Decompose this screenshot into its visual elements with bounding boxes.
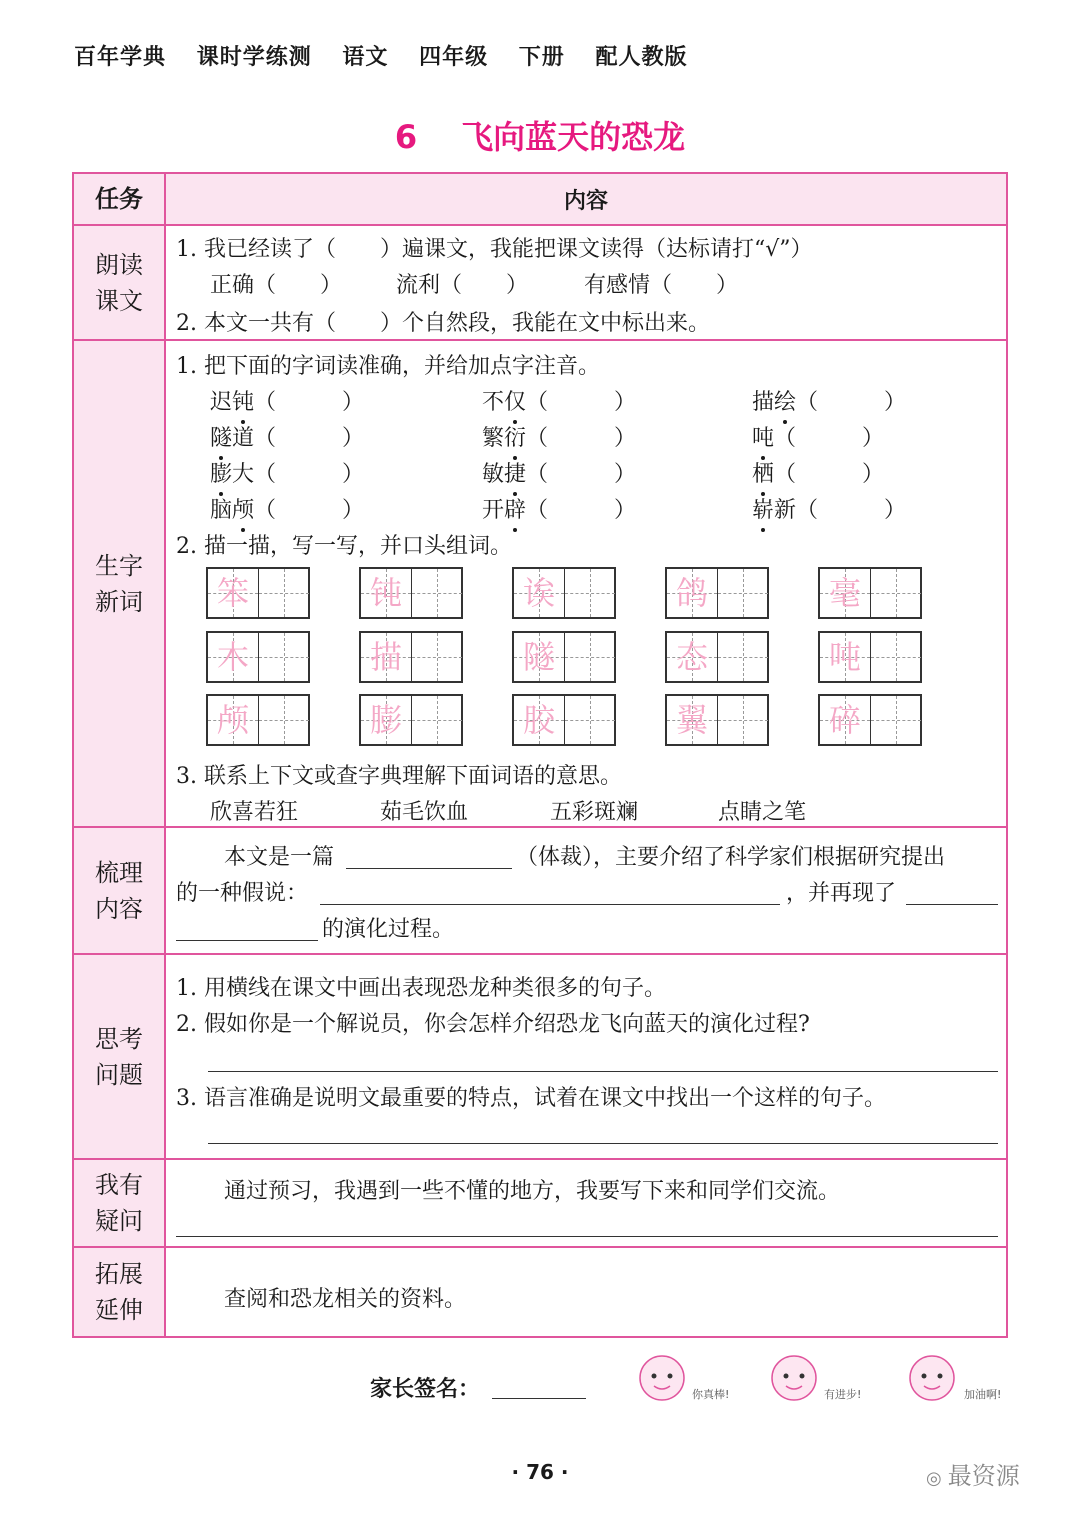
header-subject: 语文 <box>342 45 389 70</box>
trace-character: 膨 <box>369 701 402 739</box>
vocab-word <box>210 421 364 452</box>
word-part: 新 <box>774 498 797 523</box>
preview-table <box>72 172 1008 1338</box>
trace-character: 鸽 <box>675 574 708 612</box>
trace-character: 木 <box>216 638 249 676</box>
row-sorting <box>74 828 1006 955</box>
content-sorting <box>166 828 1006 953</box>
writing-box[interactable] <box>512 694 616 746</box>
thinking-q3: 3. 语言准确是说明文最重要的特点，试着在课文中找出一个这样的句子。 <box>176 1086 886 1111</box>
write-cell[interactable] <box>871 696 921 744</box>
guide-line <box>259 593 309 594</box>
row-questions <box>74 1160 1006 1248</box>
vocab-q2: 2. 描一描，写一写，并口头组词。 <box>176 534 512 559</box>
pinyin-blank[interactable]: （ ） <box>526 426 637 451</box>
pinyin-blank[interactable]: （ ） <box>254 498 365 523</box>
writing-box[interactable] <box>665 694 769 746</box>
content-extension <box>166 1248 1006 1336</box>
label-line: 生字 <box>95 551 143 580</box>
dotted-character: 栖 <box>752 457 774 488</box>
sticker-great: 你真棒! <box>692 1388 730 1401</box>
label-line: 我有 <box>95 1171 143 1199</box>
content-thinking <box>166 955 1006 1158</box>
trace-character: 翼 <box>675 701 708 739</box>
guide-line <box>412 720 462 721</box>
write-cell[interactable] <box>259 569 309 617</box>
pinyin-blank[interactable]: （ ） <box>254 390 365 415</box>
trace-cell[interactable] <box>667 696 718 744</box>
label-line: 朗读 <box>95 250 143 279</box>
word-part: 繁 <box>482 426 505 451</box>
trace-character: 态 <box>675 638 708 676</box>
write-cell[interactable] <box>412 569 462 617</box>
write-cell[interactable] <box>259 696 309 744</box>
extension-text: 查阅和恐龙相关的资料。 <box>224 1287 467 1312</box>
trace-cell[interactable] <box>514 696 565 744</box>
trace-cell[interactable] <box>820 569 871 617</box>
trace-cell[interactable] <box>208 633 259 681</box>
guide-line <box>259 657 309 658</box>
idiom: 五彩斑斓 <box>550 800 639 825</box>
vocab-word <box>210 457 364 488</box>
signature-label: 家长签名： <box>370 1377 481 1402</box>
trace-character: 毫 <box>828 574 861 612</box>
label-questions <box>74 1160 166 1246</box>
dotted-character: 颅 <box>232 493 254 524</box>
trace-character: 胶 <box>522 701 555 739</box>
vocab-q3: 3. 联系上下文或查字典理解下面词语的意思。 <box>176 764 622 789</box>
sticker-cheer: 加油啊! <box>964 1388 1002 1401</box>
trace-character: 诶 <box>522 574 555 612</box>
watermark <box>926 1456 1020 1491</box>
page-number: · 76 · <box>511 1460 569 1484</box>
trace-cell[interactable] <box>514 569 565 617</box>
writing-box[interactable] <box>665 567 769 619</box>
guide-line <box>412 593 462 594</box>
writing-box[interactable] <box>206 694 310 746</box>
blank-genre[interactable] <box>346 868 512 869</box>
word-part: 不 <box>482 390 505 415</box>
dotted-character: 辟 <box>504 493 526 524</box>
trace-cell[interactable] <box>208 569 259 617</box>
sorting-text: 本文是一篇 <box>224 845 335 870</box>
guide-line <box>718 720 768 721</box>
word-part: 迟 <box>210 390 233 415</box>
write-cell[interactable] <box>565 569 615 617</box>
trace-character: 隧 <box>522 638 555 676</box>
guide-line <box>565 593 615 594</box>
dotted-character: 膨 <box>210 457 232 488</box>
content-vocab <box>166 341 1006 826</box>
write-cell[interactable] <box>565 633 615 681</box>
thinking-q2: 2. 假如你是一个解说员，你会怎样介绍恐龙飞向蓝天的演化过程? <box>176 1012 810 1037</box>
guide-line <box>718 593 768 594</box>
label-line: 延伸 <box>95 1296 143 1324</box>
sorting-text: ，并再现了 <box>786 881 897 906</box>
col-content-label: 内容 <box>563 188 608 214</box>
header-grade: 四年级 <box>419 45 489 70</box>
guide-line <box>565 657 615 658</box>
write-cell[interactable] <box>718 696 768 744</box>
cat-sticker-icon[interactable] <box>910 1356 954 1400</box>
dotted-character: 衍 <box>504 421 526 452</box>
dotted-character: 钝 <box>232 385 254 416</box>
guide-line <box>565 720 615 721</box>
dotted-character: 崭 <box>752 493 774 524</box>
vocab-word <box>210 385 364 416</box>
trace-cell[interactable] <box>820 696 871 744</box>
write-cell[interactable] <box>412 696 462 744</box>
lesson-number: 6 <box>394 118 418 156</box>
answer-line-questions[interactable] <box>176 1236 998 1237</box>
pinyin-blank[interactable]: （ ） <box>774 462 885 487</box>
header-edition: 配人教版 <box>595 45 688 70</box>
reading-q1: 1. 我已经读了（ ）遍课文，我能把课文读得（达标请打“√”） <box>176 237 813 262</box>
label-line: 梳理 <box>95 858 143 887</box>
trace-character: 描 <box>369 638 402 676</box>
wechat-icon: ◎ <box>926 1468 942 1489</box>
trace-cell[interactable] <box>667 569 718 617</box>
guide-line <box>412 657 462 658</box>
dotted-character: 吨 <box>752 421 774 452</box>
label-line: 新词 <box>95 587 143 616</box>
trace-cell[interactable] <box>667 633 718 681</box>
word-part: 道 <box>232 426 255 451</box>
dotted-character: 捷 <box>504 457 526 488</box>
vocab-q1: 1. 把下面的字词读准确，并给加点字注音。 <box>176 354 600 379</box>
sorting-text: 的演化过程。 <box>322 917 455 942</box>
dotted-character: 绘 <box>774 385 796 416</box>
vocab-word <box>482 457 636 488</box>
pinyin-blank[interactable]: （ ） <box>254 462 365 487</box>
writing-box[interactable] <box>206 567 310 619</box>
writing-box[interactable] <box>206 631 310 683</box>
book-header <box>74 40 709 71</box>
word-part: 开 <box>482 498 505 523</box>
idiom: 茹毛饮血 <box>380 800 469 825</box>
label-vocab <box>74 341 166 826</box>
trace-cell[interactable] <box>361 696 412 744</box>
writing-box[interactable] <box>818 631 922 683</box>
pinyin-blank[interactable]: （ ） <box>796 498 907 523</box>
vocab-word <box>752 457 884 488</box>
answer-line-q3[interactable] <box>208 1143 998 1144</box>
trace-cell[interactable] <box>361 633 412 681</box>
col-task-header: 任务 <box>74 174 166 224</box>
trace-character: 钝 <box>369 574 402 612</box>
label-line: 内容 <box>95 894 143 923</box>
word-part: 描 <box>752 390 775 415</box>
blank-subject-a[interactable] <box>906 904 998 905</box>
vocab-word <box>482 493 636 524</box>
vocab-word <box>752 385 906 416</box>
header-volume: 下册 <box>518 45 565 70</box>
label-extension <box>74 1248 166 1336</box>
row-reading <box>74 226 1006 341</box>
watermark-text: 最资源 <box>947 1462 1020 1490</box>
reading-q2: 2. 本文一共有（ ）个自然段，我能在文中标出来。 <box>176 311 710 336</box>
write-cell[interactable] <box>565 696 615 744</box>
vocab-word <box>210 493 364 524</box>
vocab-word <box>482 385 636 416</box>
label-line: 拓展 <box>95 1260 143 1288</box>
vocab-word <box>482 421 636 452</box>
writing-box[interactable] <box>512 631 616 683</box>
content-reading <box>166 226 1006 339</box>
dotted-character: 仅 <box>504 385 526 416</box>
table-header-row <box>74 174 1006 226</box>
trace-cell[interactable] <box>514 633 565 681</box>
label-reading <box>74 226 166 339</box>
row-thinking <box>74 955 1006 1160</box>
guide-line <box>871 720 921 721</box>
writing-box[interactable] <box>818 694 922 746</box>
lesson-name: 飞向蓝天的恐龙 <box>461 118 686 156</box>
write-cell[interactable] <box>871 633 921 681</box>
label-line: 思考 <box>95 1024 143 1053</box>
guide-line <box>718 657 768 658</box>
option-expressive: 有感情（ ） <box>584 273 739 298</box>
idiom: 点睛之笔 <box>718 800 807 825</box>
word-part: 大 <box>232 462 255 487</box>
pinyin-blank[interactable]: （ ） <box>526 390 637 415</box>
pinyin-blank[interactable]: （ ） <box>526 462 637 487</box>
trace-cell[interactable] <box>820 633 871 681</box>
sorting-text: 的一种假说： <box>176 881 309 906</box>
lesson-title <box>0 112 1080 158</box>
write-cell[interactable] <box>259 633 309 681</box>
sorting-text: （体裁），主要介绍了科学家们根据研究提出 <box>516 845 946 870</box>
idiom: 欣喜若狂 <box>210 800 299 825</box>
guide-line <box>871 593 921 594</box>
pinyin-blank[interactable]: （ ） <box>254 426 365 451</box>
trace-cell[interactable] <box>208 696 259 744</box>
guide-line <box>259 720 309 721</box>
write-cell[interactable] <box>718 569 768 617</box>
questions-text: 通过预习，我遇到一些不懂的地方，我要写下来和同学们交流。 <box>224 1179 841 1204</box>
parent-signature <box>370 1372 480 1403</box>
thinking-q1: 1. 用横线在课文中画出表现恐龙种类很多的句子。 <box>176 976 666 1001</box>
header-series: 百年学典 <box>74 45 167 70</box>
word-part: 脑 <box>210 498 233 523</box>
label-sorting <box>74 828 166 953</box>
col-content-header <box>166 174 1006 224</box>
writing-box[interactable] <box>818 567 922 619</box>
option-fluent: 流利（ ） <box>396 273 529 298</box>
cat-sticker-icon[interactable] <box>640 1356 684 1400</box>
trace-cell[interactable] <box>361 569 412 617</box>
vocab-word <box>752 421 884 452</box>
guide-line <box>871 657 921 658</box>
label-line: 疑问 <box>95 1207 143 1235</box>
sticker-progress: 有进步! <box>824 1388 862 1401</box>
label-line: 课文 <box>95 286 143 315</box>
cat-sticker-icon[interactable] <box>772 1356 816 1400</box>
pinyin-blank[interactable]: （ ） <box>774 426 885 451</box>
word-part: 敏 <box>482 462 505 487</box>
blank-subject-b[interactable] <box>176 940 318 941</box>
option-correct: 正确（ ） <box>210 273 343 298</box>
pinyin-blank[interactable]: （ ） <box>796 390 907 415</box>
vocab-word <box>752 493 906 524</box>
trace-character: 碎 <box>828 701 861 739</box>
writing-box[interactable] <box>359 631 463 683</box>
writing-box[interactable] <box>512 567 616 619</box>
writing-box[interactable] <box>665 631 769 683</box>
write-cell[interactable] <box>871 569 921 617</box>
row-vocab <box>74 341 1006 828</box>
write-cell[interactable] <box>718 633 768 681</box>
trace-character: 笨 <box>216 574 249 612</box>
label-thinking <box>74 955 166 1158</box>
write-cell[interactable] <box>412 633 462 681</box>
answer-line-q2[interactable] <box>208 1071 998 1072</box>
dotted-character: 隧 <box>210 421 232 452</box>
trace-character: 吨 <box>828 638 861 676</box>
content-questions <box>166 1160 1006 1246</box>
blank-hypothesis[interactable] <box>320 904 780 905</box>
writing-box[interactable] <box>359 567 463 619</box>
trace-character: 颅 <box>216 701 249 739</box>
header-book: 课时学练测 <box>196 45 312 70</box>
row-extension <box>74 1248 1006 1336</box>
label-line: 问题 <box>95 1060 143 1089</box>
writing-box[interactable] <box>359 694 463 746</box>
pinyin-blank[interactable]: （ ） <box>526 498 637 523</box>
signature-line[interactable] <box>492 1398 586 1399</box>
